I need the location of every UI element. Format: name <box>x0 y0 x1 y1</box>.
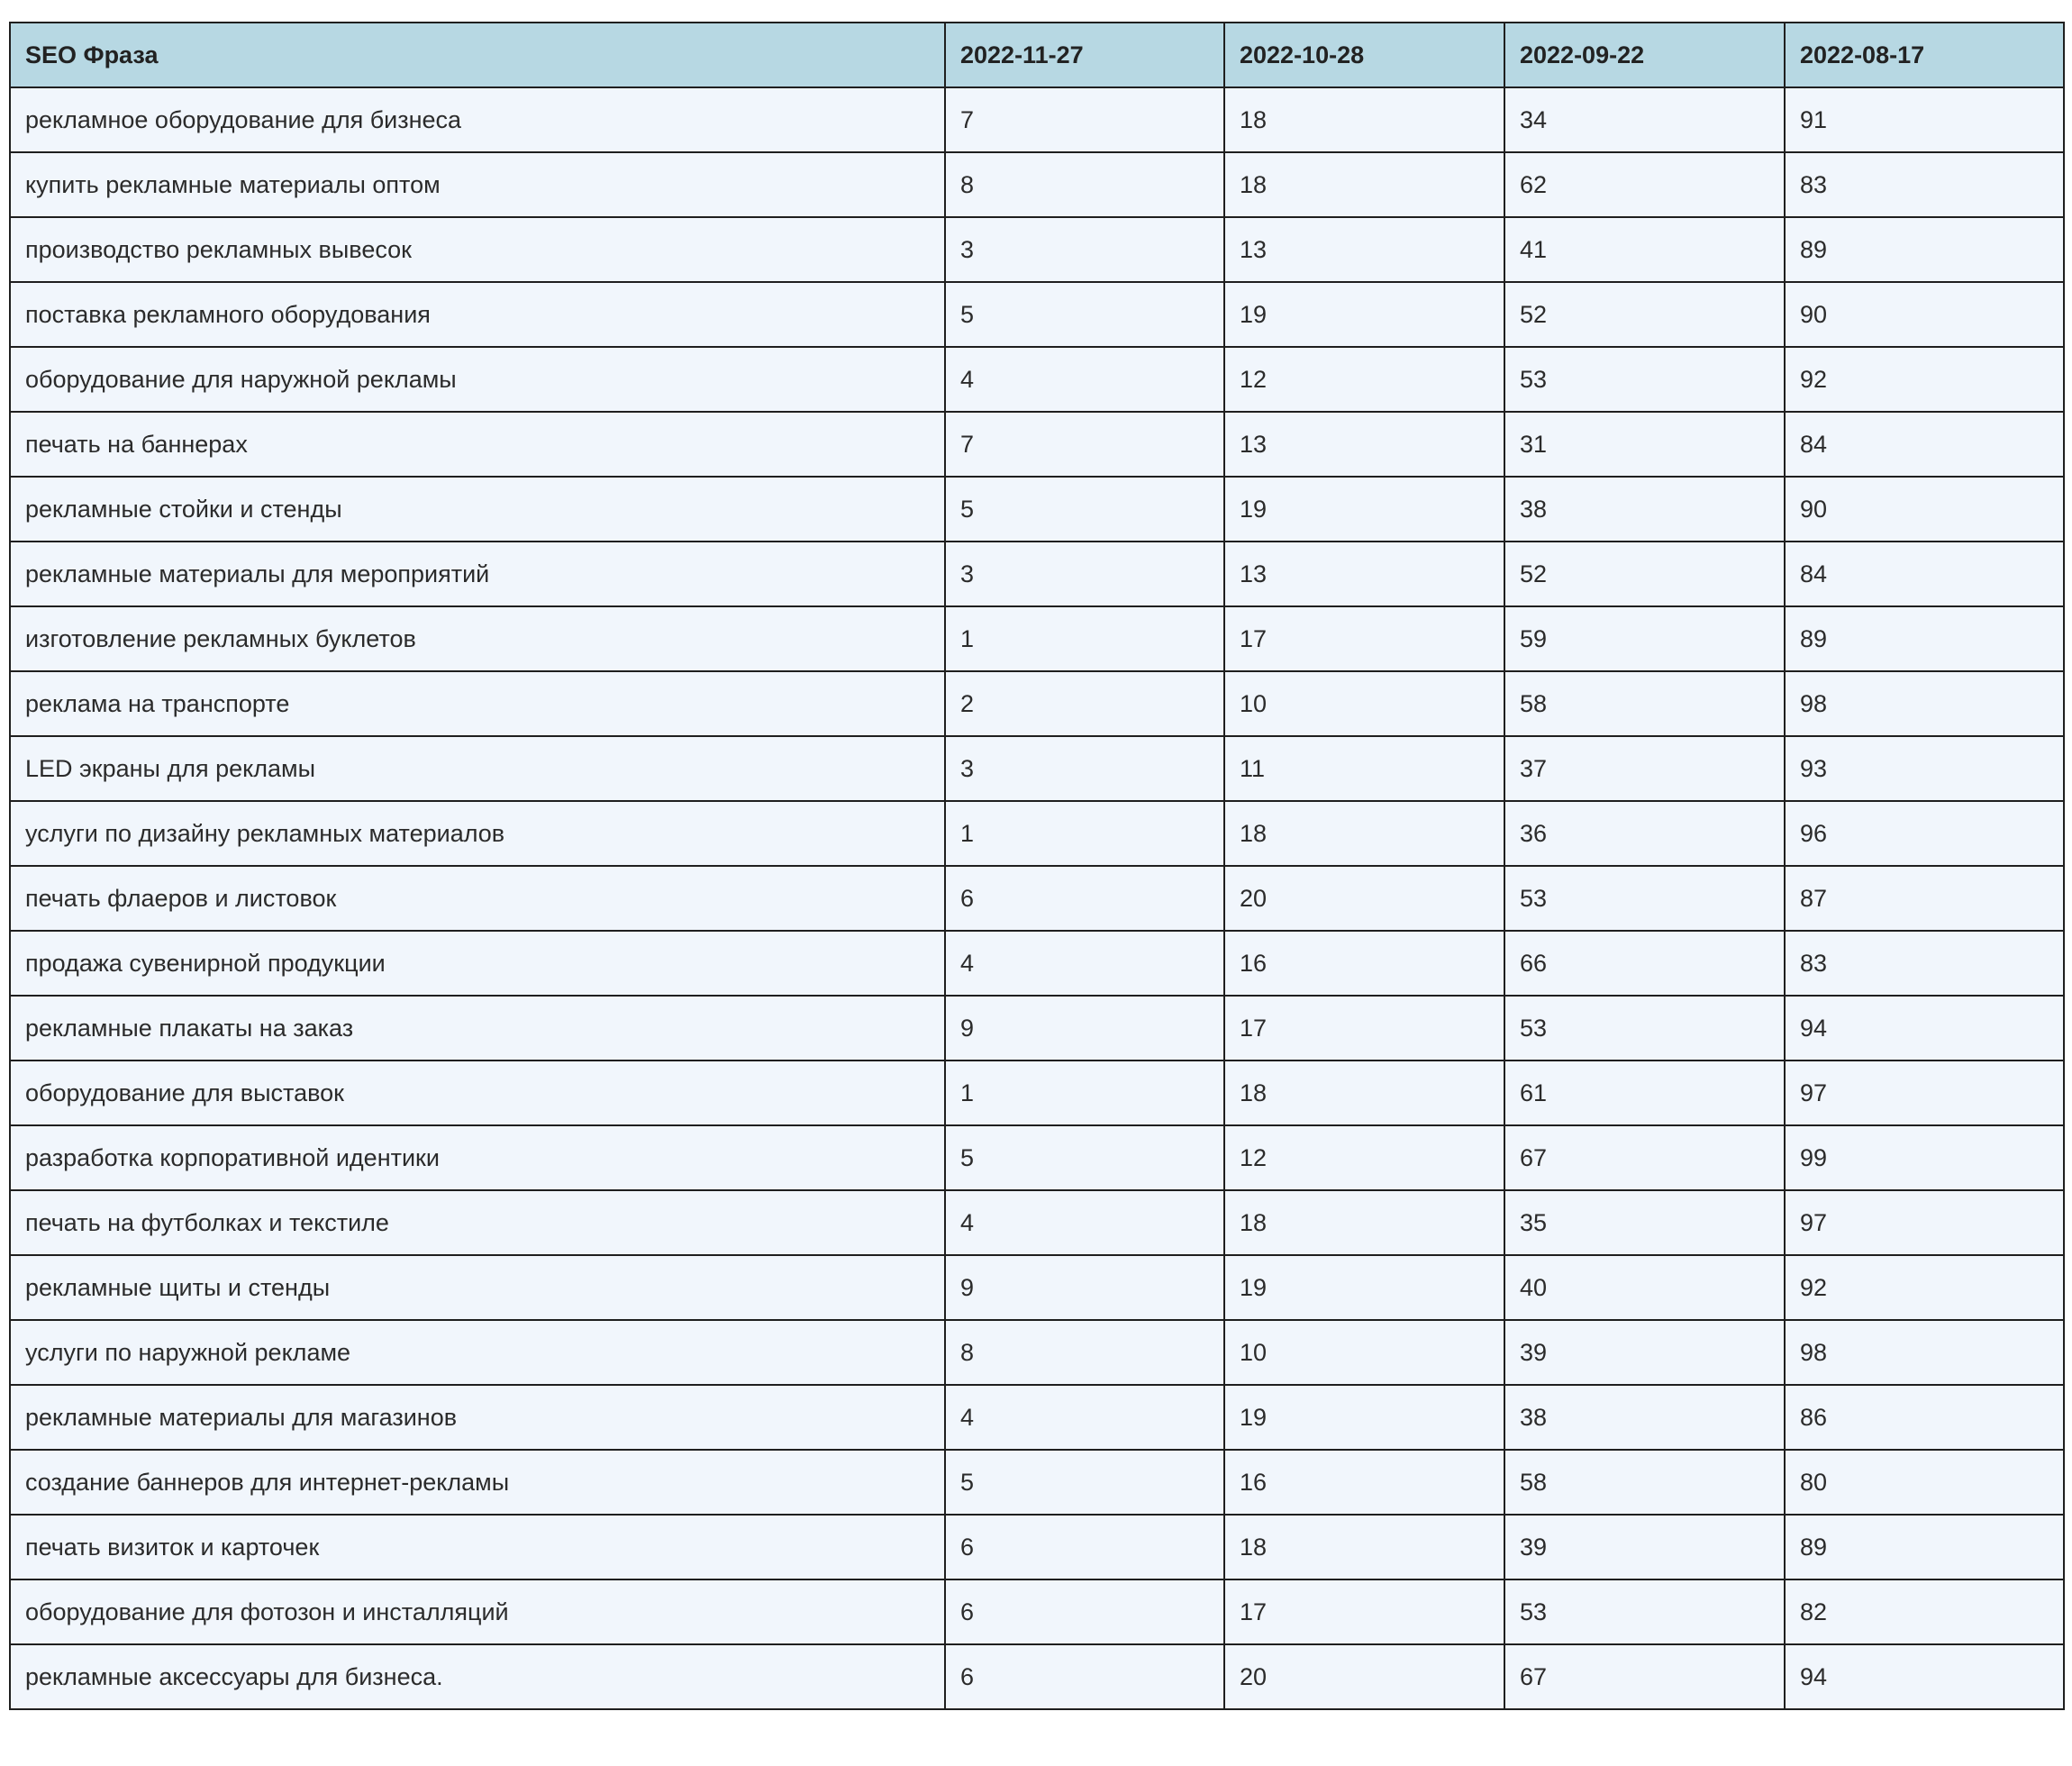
header-date-3: 2022-09-22 <box>1504 23 1785 87</box>
cell-date-2: 19 <box>1224 1385 1504 1450</box>
cell-date-2: 17 <box>1224 1579 1504 1644</box>
cell-date-4: 80 <box>1785 1450 2064 1515</box>
table-row <box>10 347 2064 412</box>
table-row <box>10 217 2064 282</box>
cell-date-3: 52 <box>1504 542 1785 606</box>
cell-seo-phrase: оборудование для выставок <box>10 1061 945 1125</box>
table-row <box>10 1125 2064 1190</box>
cell-date-1: 6 <box>945 1515 1224 1579</box>
cell-date-4: 87 <box>1785 866 2064 931</box>
cell-date-1: 1 <box>945 606 1224 671</box>
cell-seo-phrase: услуги по наружной рекламе <box>10 1320 945 1385</box>
cell-date-4: 98 <box>1785 1320 2064 1385</box>
cell-seo-phrase: рекламные плакаты на заказ <box>10 996 945 1061</box>
cell-date-4: 90 <box>1785 477 2064 542</box>
cell-date-4: 84 <box>1785 542 2064 606</box>
cell-date-3: 52 <box>1504 282 1785 347</box>
header-seo-phrase: SEO Фраза <box>10 23 945 87</box>
cell-seo-phrase: рекламные аксессуары для бизнеса. <box>10 1644 945 1709</box>
cell-date-4: 93 <box>1785 736 2064 801</box>
cell-date-2: 20 <box>1224 866 1504 931</box>
cell-seo-phrase: рекламные материалы для мероприятий <box>10 542 945 606</box>
cell-seo-phrase: реклама на транспорте <box>10 671 945 736</box>
cell-date-2: 18 <box>1224 1061 1504 1125</box>
table-row <box>10 542 2064 606</box>
cell-date-1: 3 <box>945 542 1224 606</box>
cell-date-3: 36 <box>1504 801 1785 866</box>
cell-seo-phrase: LED экраны для рекламы <box>10 736 945 801</box>
cell-date-4: 97 <box>1785 1061 2064 1125</box>
header-row <box>10 23 2064 87</box>
cell-date-2: 12 <box>1224 1125 1504 1190</box>
cell-date-4: 92 <box>1785 1255 2064 1320</box>
cell-seo-phrase: рекламное оборудование для бизнеса <box>10 87 945 152</box>
cell-seo-phrase: рекламные материалы для магазинов <box>10 1385 945 1450</box>
cell-date-4: 86 <box>1785 1385 2064 1450</box>
cell-date-1: 3 <box>945 217 1224 282</box>
cell-date-3: 53 <box>1504 347 1785 412</box>
cell-seo-phrase: производство рекламных вывесок <box>10 217 945 282</box>
cell-date-1: 3 <box>945 736 1224 801</box>
cell-date-1: 5 <box>945 1450 1224 1515</box>
cell-date-2: 18 <box>1224 87 1504 152</box>
cell-date-3: 66 <box>1504 931 1785 996</box>
cell-date-4: 97 <box>1785 1190 2064 1255</box>
cell-seo-phrase: рекламные щиты и стенды <box>10 1255 945 1320</box>
cell-date-3: 41 <box>1504 217 1785 282</box>
cell-date-3: 39 <box>1504 1320 1785 1385</box>
cell-date-3: 53 <box>1504 996 1785 1061</box>
cell-date-3: 53 <box>1504 1579 1785 1644</box>
cell-date-4: 90 <box>1785 282 2064 347</box>
cell-date-2: 18 <box>1224 801 1504 866</box>
cell-seo-phrase: услуги по дизайну рекламных материалов <box>10 801 945 866</box>
cell-date-1: 9 <box>945 1255 1224 1320</box>
cell-date-3: 38 <box>1504 477 1785 542</box>
cell-date-2: 10 <box>1224 671 1504 736</box>
cell-seo-phrase: оборудование для наружной рекламы <box>10 347 945 412</box>
table-row <box>10 1579 2064 1644</box>
cell-date-4: 92 <box>1785 347 2064 412</box>
cell-date-4: 99 <box>1785 1125 2064 1190</box>
table-row <box>10 152 2064 217</box>
cell-date-4: 94 <box>1785 996 2064 1061</box>
cell-date-1: 9 <box>945 996 1224 1061</box>
cell-date-1: 6 <box>945 866 1224 931</box>
cell-date-4: 89 <box>1785 1515 2064 1579</box>
cell-seo-phrase: печать визиток и карточек <box>10 1515 945 1579</box>
cell-date-1: 8 <box>945 1320 1224 1385</box>
cell-date-1: 5 <box>945 477 1224 542</box>
cell-date-4: 94 <box>1785 1644 2064 1709</box>
cell-seo-phrase: продажа сувенирной продукции <box>10 931 945 996</box>
cell-date-2: 17 <box>1224 606 1504 671</box>
header-date-2: 2022-10-28 <box>1224 23 1504 87</box>
cell-date-3: 40 <box>1504 1255 1785 1320</box>
table-row <box>10 606 2064 671</box>
cell-date-2: 18 <box>1224 1190 1504 1255</box>
table-row <box>10 866 2064 931</box>
table-row <box>10 1061 2064 1125</box>
cell-date-2: 19 <box>1224 1255 1504 1320</box>
table-row <box>10 801 2064 866</box>
cell-date-2: 17 <box>1224 996 1504 1061</box>
table-row <box>10 671 2064 736</box>
cell-date-2: 13 <box>1224 412 1504 477</box>
table-row <box>10 477 2064 542</box>
cell-date-3: 39 <box>1504 1515 1785 1579</box>
cell-seo-phrase: создание баннеров для интернет-рекламы <box>10 1450 945 1515</box>
header-date-1: 2022-11-27 <box>945 23 1224 87</box>
table-row <box>10 736 2064 801</box>
cell-date-1: 2 <box>945 671 1224 736</box>
cell-date-1: 4 <box>945 1385 1224 1450</box>
cell-date-1: 1 <box>945 1061 1224 1125</box>
table-row <box>10 1644 2064 1709</box>
cell-date-1: 8 <box>945 152 1224 217</box>
cell-date-4: 96 <box>1785 801 2064 866</box>
cell-date-2: 18 <box>1224 1515 1504 1579</box>
cell-date-1: 5 <box>945 282 1224 347</box>
cell-date-1: 5 <box>945 1125 1224 1190</box>
cell-date-1: 4 <box>945 931 1224 996</box>
cell-date-3: 67 <box>1504 1125 1785 1190</box>
cell-seo-phrase: изготовление рекламных буклетов <box>10 606 945 671</box>
cell-date-2: 12 <box>1224 347 1504 412</box>
cell-seo-phrase: рекламные стойки и стенды <box>10 477 945 542</box>
cell-date-3: 34 <box>1504 87 1785 152</box>
cell-date-2: 19 <box>1224 282 1504 347</box>
cell-date-1: 6 <box>945 1644 1224 1709</box>
header-date-4: 2022-08-17 <box>1785 23 2064 87</box>
cell-date-3: 58 <box>1504 671 1785 736</box>
cell-date-1: 7 <box>945 412 1224 477</box>
cell-date-3: 37 <box>1504 736 1785 801</box>
cell-date-2: 20 <box>1224 1644 1504 1709</box>
cell-date-4: 98 <box>1785 671 2064 736</box>
cell-seo-phrase: оборудование для фотозон и инсталляций <box>10 1579 945 1644</box>
cell-date-4: 83 <box>1785 152 2064 217</box>
cell-seo-phrase: печать на баннерах <box>10 412 945 477</box>
cell-date-1: 4 <box>945 1190 1224 1255</box>
table-row <box>10 1320 2064 1385</box>
cell-date-3: 59 <box>1504 606 1785 671</box>
table-row <box>10 1255 2064 1320</box>
cell-date-4: 91 <box>1785 87 2064 152</box>
cell-date-3: 58 <box>1504 1450 1785 1515</box>
cell-date-4: 82 <box>1785 1579 2064 1644</box>
table-row <box>10 412 2064 477</box>
cell-date-2: 13 <box>1224 542 1504 606</box>
cell-date-3: 35 <box>1504 1190 1785 1255</box>
table-row <box>10 996 2064 1061</box>
cell-date-3: 38 <box>1504 1385 1785 1450</box>
cell-date-1: 6 <box>945 1579 1224 1644</box>
cell-date-4: 89 <box>1785 217 2064 282</box>
table-row <box>10 1450 2064 1515</box>
cell-date-3: 67 <box>1504 1644 1785 1709</box>
cell-date-2: 13 <box>1224 217 1504 282</box>
cell-date-4: 83 <box>1785 931 2064 996</box>
cell-date-3: 53 <box>1504 866 1785 931</box>
cell-seo-phrase: печать флаеров и листовок <box>10 866 945 931</box>
cell-date-3: 31 <box>1504 412 1785 477</box>
table-row <box>10 1515 2064 1579</box>
cell-date-4: 89 <box>1785 606 2064 671</box>
seo-positions-table <box>9 22 2065 1710</box>
cell-date-3: 62 <box>1504 152 1785 217</box>
table-row <box>10 931 2064 996</box>
cell-seo-phrase: поставка рекламного оборудования <box>10 282 945 347</box>
cell-date-3: 61 <box>1504 1061 1785 1125</box>
cell-date-1: 1 <box>945 801 1224 866</box>
table-row <box>10 1190 2064 1255</box>
cell-seo-phrase: разработка корпоративной идентики <box>10 1125 945 1190</box>
cell-date-2: 19 <box>1224 477 1504 542</box>
table-header <box>10 23 2064 87</box>
cell-date-1: 4 <box>945 347 1224 412</box>
cell-date-4: 84 <box>1785 412 2064 477</box>
cell-date-1: 7 <box>945 87 1224 152</box>
cell-seo-phrase: купить рекламные материалы оптом <box>10 152 945 217</box>
cell-seo-phrase: печать на футболках и текстиле <box>10 1190 945 1255</box>
cell-date-2: 10 <box>1224 1320 1504 1385</box>
cell-date-2: 16 <box>1224 931 1504 996</box>
cell-date-2: 18 <box>1224 152 1504 217</box>
table-row <box>10 282 2064 347</box>
table-body <box>10 87 2064 1709</box>
cell-date-2: 11 <box>1224 736 1504 801</box>
table-row <box>10 87 2064 152</box>
table-row <box>10 1385 2064 1450</box>
cell-date-2: 16 <box>1224 1450 1504 1515</box>
